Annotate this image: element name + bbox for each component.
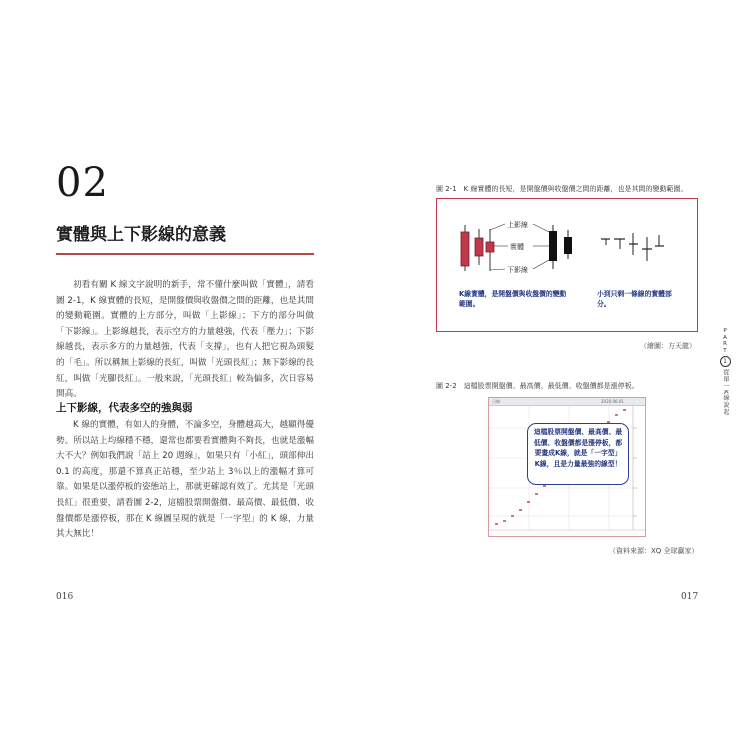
label-body: 實體 bbox=[510, 243, 524, 251]
figure-2-credit: （資料來源：XQ 全球贏家） bbox=[609, 547, 699, 555]
page-number-left: 016 bbox=[56, 592, 74, 602]
figure-2-screenshot bbox=[488, 397, 646, 537]
figure-1-diagram bbox=[436, 198, 698, 332]
part-side-tab bbox=[718, 328, 732, 416]
title-divider bbox=[56, 253, 314, 255]
paragraph-intro: 初看有關 K 線文字說明的新手，常不懂什麼叫做「實體」，請看圖 2-1，K 線實體的長短，是開盤價與收盤價之間的距離，也是其間的變動範圍。實體的上方部分，叫做「上影線」；下方的部分叫做「下影線」。上影線越長，表示空方的力量越強，代表「壓力」；下影線越長，表示多方的力量越強，代表「支撐」，也有人把它視為頭髮的「毛」。所以稱無上影線的長紅，叫做「光頭長紅」；無下影線的長紅，叫做「光腳長紅」。一般來說，「光頭長紅」較為偏多，次日容易開高。 bbox=[56, 280, 314, 400]
label-lower-shadow: 下影線 bbox=[507, 266, 528, 274]
chapter-number: 02 bbox=[56, 160, 109, 206]
figure-1-credit: （繪圖：方天龍） bbox=[640, 342, 696, 350]
page-number-right: 017 bbox=[681, 592, 699, 602]
note-thin-body: 小到只剩一條線的實體部分。 bbox=[597, 290, 672, 308]
part-label: P A R T bbox=[723, 328, 727, 354]
chart-date-label: 2020.06.01 bbox=[601, 399, 624, 404]
label-upper-shadow: 上影線 bbox=[507, 221, 528, 229]
paragraph-body: K 線的實體，有如人的身體，不論多空，身體越高大，越顯得優勢。所以站上均線穩不穩，還常也都要看實體夠不夠長，也就是漲幅大不大？例如我們說「站上 20 週線」，如果只有「小紅」，頭部伸出 0.1 的高度，那還不算真正站穩，至少站上 3％以上的漲幅才算可靠。如果是以漲停板的姿態站上，那就更確認有效了。尤其是「光頭長紅」很重要，請看圖 2-2，這檔股票開盤價、最高價、最低價、收盤價都是漲停板，那在 K 線圖呈現的就是「一字型」的 K 線，力量其大無比！ bbox=[56, 420, 314, 540]
figure-1-caption: 圖 2-1 K 線實體的長短，是開盤價與收盤價之間的距離，也是其間的變動範圍。 bbox=[436, 185, 688, 193]
note-body-range: K線實體，是開盤價與收盤價的變動範圍。 bbox=[459, 290, 567, 308]
part-title: 從單一K線說起 bbox=[722, 369, 729, 416]
figure-2-note: 這檔股票開盤價、最高價、最低價、收盤價都是漲停板，都要畫成K線，就是「一字型」K線，且是力量最強的線型！ bbox=[527, 423, 629, 485]
section-heading: 上下影線，代表多空的強與弱 bbox=[56, 402, 193, 414]
chart-period-label: 日線 bbox=[492, 399, 500, 404]
part-number: 1 bbox=[720, 356, 731, 367]
candlestick-illustration bbox=[437, 199, 697, 331]
figure-2-caption: 圖 2-2 這檔股票開盤價、最高價、最低價、收盤價都是漲停板。 bbox=[436, 382, 639, 390]
chapter-title: 實體與上下影線的意義 bbox=[56, 225, 226, 245]
